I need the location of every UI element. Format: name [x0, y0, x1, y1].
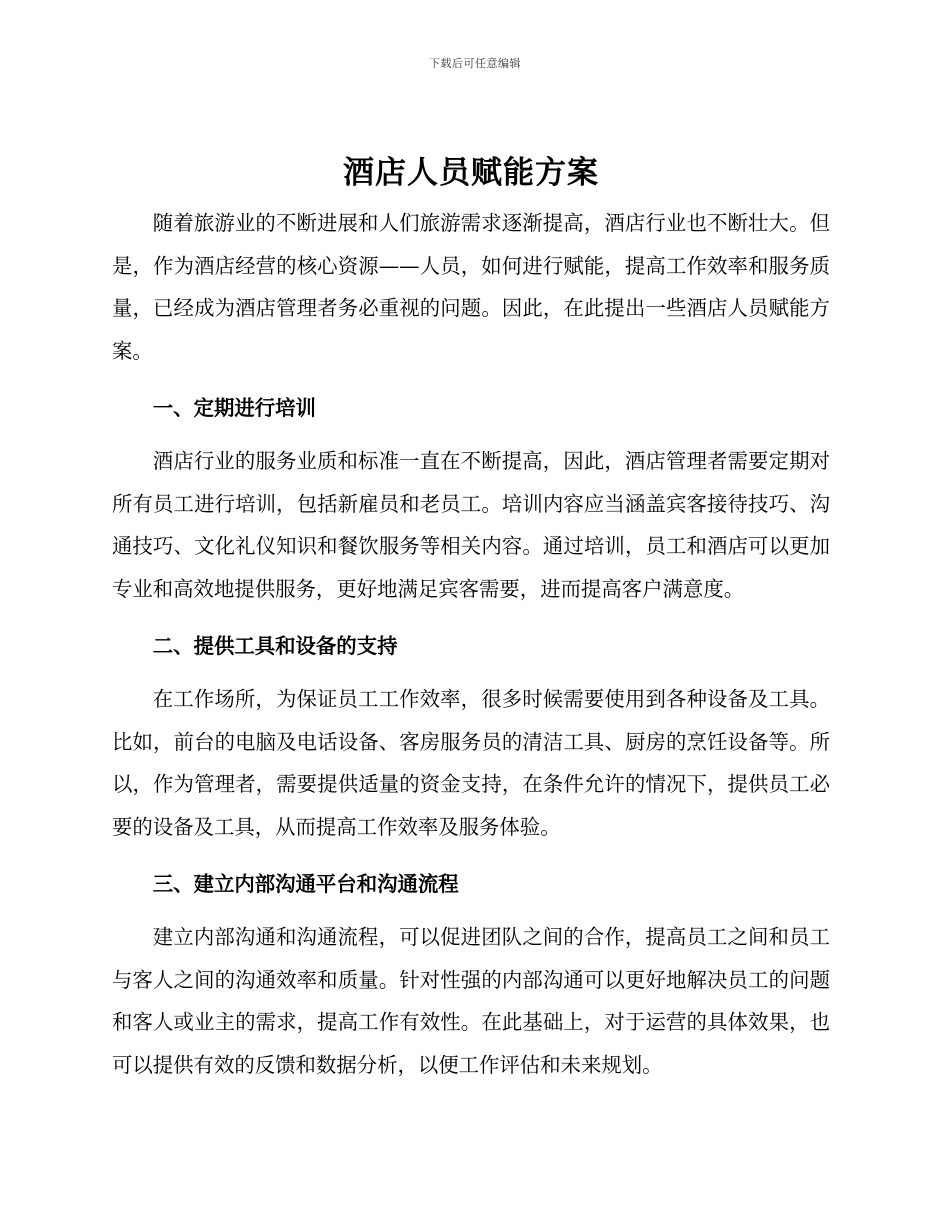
section-2 — [112, 626, 830, 848]
intro-paragraph: 随着旅游业的不断进展和人们旅游需求逐渐提高，酒店行业也不断壮大。但是，作为酒店经营的核心资源——人员，如何进行赋能，提高工作效率和服务质量，已经成为酒店管理者务必重视的问题。因此，在此提出一些酒店人员赋能方案。 — [112, 211, 830, 363]
section-3 — [112, 864, 830, 1086]
section-heading: 一、定期进行培训 — [152, 396, 316, 420]
section-heading: 二、提供工具和设备的支持 — [152, 634, 398, 658]
document-title: 酒店人员赋能方案 — [343, 155, 599, 191]
document-content — [112, 150, 830, 1086]
section-paragraph: 酒店行业的服务业质和标准一直在不断提高，因此，酒店管理者需要定期对所有员工进行培训，包括新雇员和老员工。培训内容应当涵盖宾客接待技巧、沟通技巧、文化礼仪知识和餐饮服务等相关内容。通过培训，员工和酒店可以更加专业和高效地提供服务，更好地满足宾客需要，进而提高客户满意度。 — [112, 449, 830, 601]
section-paragraph: 建立内部沟通和沟通流程，可以促进团队之间的合作，提高员工之间和员工与客人之间的沟通效率和质量。针对性强的内部沟通可以更好地解决员工的问题和客人或业主的需求，提高工作有效性。在此基础上，对于运营的具体效果，也可以提供有效的反馈和数据分析，以便工作评估和未来规划。 — [112, 925, 830, 1077]
section-heading: 三、建立内部沟通平台和沟通流程 — [152, 872, 459, 896]
section-paragraph: 在工作场所，为保证员工工作效率，很多时候需要使用到各种设备及工具。比如，前台的电脑及电话设备、客房服务员的清洁工具、厨房的烹饪设备等。所以，作为管理者，需要提供适量的资金支持，在条件允许的情况下，提供员工必要的设备及工具，从而提高工作效率及服务体验。 — [112, 687, 830, 839]
header-note: 下载后可任意编辑 — [429, 57, 521, 70]
section-1 — [112, 388, 830, 610]
